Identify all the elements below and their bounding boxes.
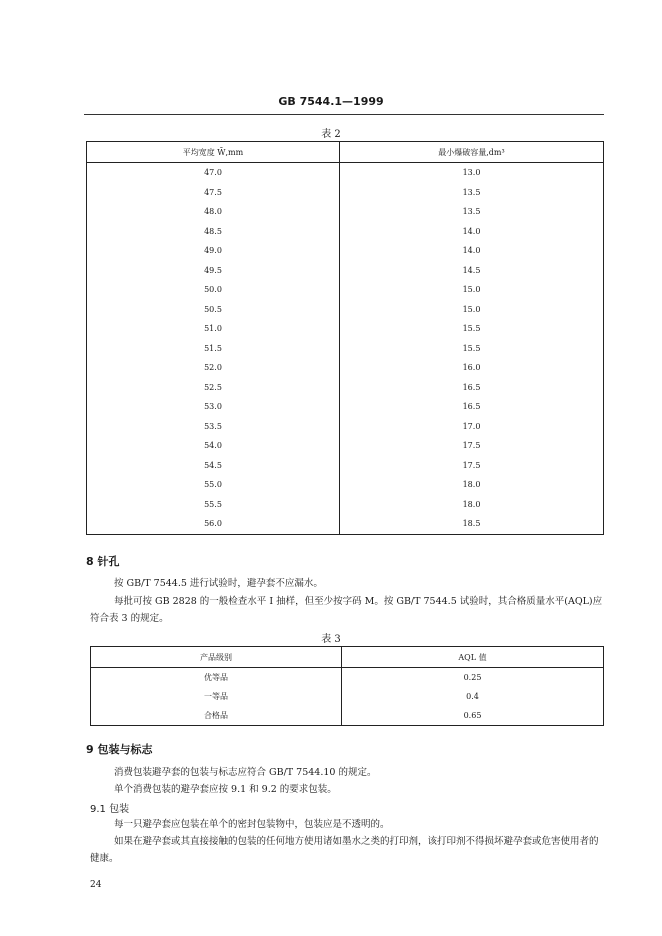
table-cell-left: 56.0	[87, 514, 340, 534]
table-row	[87, 456, 604, 476]
table-row	[87, 436, 604, 456]
table-cell-right: 17.5	[462, 441, 481, 451]
table3-caption: 表 3	[321, 634, 341, 645]
table-cell-right: 16.5	[462, 402, 481, 412]
table-row	[87, 300, 604, 320]
table-cell-left: 55.5	[87, 495, 340, 515]
table-row	[87, 358, 604, 378]
table-cell-right: 14.0	[462, 246, 481, 256]
table-row	[91, 668, 604, 688]
table-row	[87, 378, 604, 398]
table-row	[91, 706, 604, 726]
table-row	[87, 339, 604, 359]
table-cell-left: 50.5	[87, 300, 340, 320]
table-row	[87, 261, 604, 281]
standard-number-header: GB 7544.1—1999	[278, 95, 384, 108]
table2-caption: 表 2	[321, 129, 341, 140]
table-cell-left: 55.0	[87, 475, 340, 495]
table-cell-left: 52.0	[87, 358, 340, 378]
table-cell-right: 15.5	[462, 343, 481, 353]
subsection91-title: 9.1 包装	[90, 804, 130, 815]
table-row	[87, 475, 604, 495]
table-row	[87, 163, 604, 183]
section8-para2: 每批可按 GB 2828 的一般检查水平 I 抽样，但至少按字码 M。按 GB/T 7544.5 试验时，其合格质量水平(AQL)应符合表 3 的规定。	[90, 596, 603, 624]
table-row	[87, 280, 604, 300]
table3	[90, 646, 604, 726]
table-cell-right: 15.5	[462, 324, 481, 334]
table-cell-left: 47.5	[87, 183, 340, 203]
table2	[86, 141, 604, 535]
table-row	[87, 417, 604, 437]
table-cell-right: 14.0	[462, 226, 481, 236]
table-cell-right: 13.5	[462, 187, 481, 197]
table-cell-left: 52.5	[87, 378, 340, 398]
header-rule	[84, 114, 604, 115]
table-row	[87, 222, 604, 242]
table2-col-burst-volume: 最小爆破容量,dm³	[340, 142, 604, 163]
page-number: 24	[90, 880, 102, 890]
table-header-row	[91, 647, 604, 668]
table-cell-right: 0.65	[463, 711, 482, 720]
table-row	[87, 319, 604, 339]
table-cell-left: 48.5	[87, 222, 340, 242]
section9-para4: 如果在避孕套或其直接接触的包装的任何地方使用诸如墨水之类的打印剂，该打印剂不得损坏避孕套或危害使用者的健康。	[90, 836, 599, 864]
table-cell-left: 47.0	[87, 163, 340, 183]
table-cell-left: 51.0	[87, 319, 340, 339]
table-row	[87, 495, 604, 515]
table2-col-width: 平均宽度 W̄,mm	[87, 142, 340, 163]
table-cell-right: 18.0	[462, 499, 481, 509]
section8-title: 8 针孔	[86, 555, 120, 568]
table-cell-right: 17.5	[462, 460, 481, 470]
table-cell-left: 优等品	[91, 668, 342, 688]
table-row	[87, 241, 604, 261]
section8-para1: 按 GB/T 7544.5 进行试验时，避孕套不应漏水。	[114, 578, 323, 589]
table-cell-right: 16.5	[462, 382, 481, 392]
table3-col-grade: 产品级别	[91, 647, 342, 668]
table-cell-right: 17.0	[462, 421, 481, 431]
table-row	[91, 687, 604, 706]
table-row	[87, 514, 604, 534]
table-cell-right: 18.5	[462, 519, 481, 529]
section9-para2: 单个消费包装的避孕套应按 9.1 和 9.2 的要求包装。	[114, 784, 337, 795]
table-cell-right: 14.5	[462, 265, 481, 275]
table-cell-right: 16.0	[462, 363, 481, 373]
table-cell-left: 54.0	[87, 436, 340, 456]
table-cell-right: 15.0	[462, 304, 481, 314]
table-row	[87, 202, 604, 222]
table-header-row	[87, 142, 604, 163]
table-cell-right: 13.5	[462, 207, 481, 217]
section9-para3: 每一只避孕套应包装在单个的密封包装物中，包装应是不透明的。	[114, 819, 390, 830]
table-cell-left: 合格品	[91, 706, 342, 726]
table-cell-left: 51.5	[87, 339, 340, 359]
table-cell-left: 50.0	[87, 280, 340, 300]
section9-title: 9 包装与标志	[86, 743, 153, 756]
table-cell-right: 0.4	[466, 692, 479, 701]
table-cell-right: 13.0	[462, 168, 481, 178]
section9-para1: 消费包装避孕套的包装与标志应符合 GB/T 7544.10 的规定。	[114, 767, 377, 778]
table-cell-left: 48.0	[87, 202, 340, 222]
table3-col-aql: AQL 值	[342, 647, 604, 668]
table-cell-left: 49.5	[87, 261, 340, 281]
table-cell-left: 54.5	[87, 456, 340, 476]
table-cell-right: 18.0	[462, 480, 481, 490]
table-cell-left: 一等品	[91, 687, 342, 706]
table-row	[87, 397, 604, 417]
table-cell-left: 53.0	[87, 397, 340, 417]
table-row	[87, 183, 604, 203]
table-cell-left: 49.0	[87, 241, 340, 261]
table-cell-left: 53.5	[87, 417, 340, 437]
table-cell-right: 0.25	[463, 673, 482, 682]
table-cell-right: 15.0	[462, 285, 481, 295]
